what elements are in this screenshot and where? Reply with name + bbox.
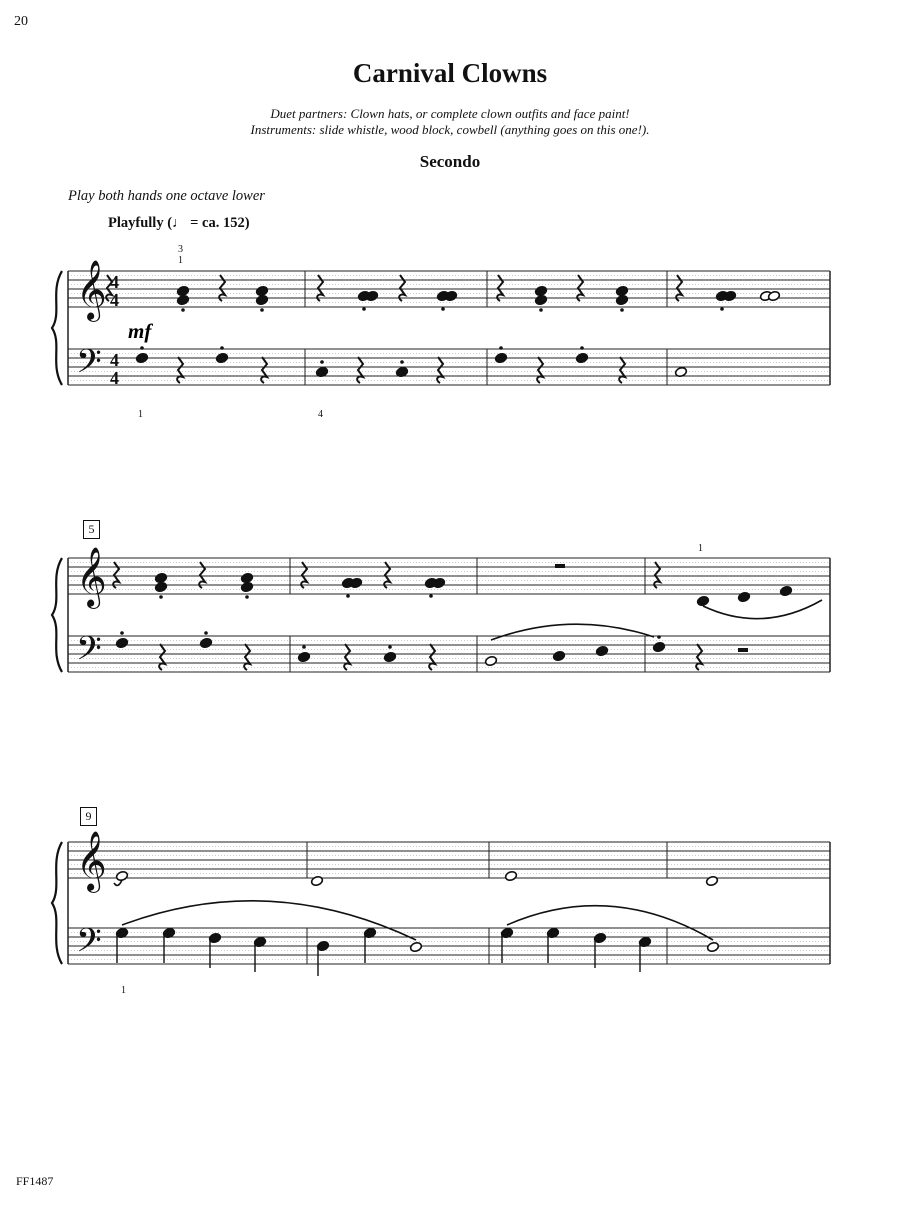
staccato-dot bbox=[580, 346, 584, 350]
time-signature-top: 4 bbox=[110, 350, 119, 370]
note-head bbox=[534, 285, 547, 296]
system-1 bbox=[52, 260, 830, 389]
staccato-dot bbox=[539, 308, 543, 312]
quarter-rest bbox=[537, 357, 543, 383]
fingering-bass-m3: 4 bbox=[318, 409, 323, 420]
staccato-dot bbox=[260, 308, 264, 312]
note-head bbox=[534, 294, 547, 305]
staccato-dot bbox=[620, 308, 624, 312]
note-head bbox=[240, 572, 253, 583]
note-head bbox=[652, 641, 665, 652]
half-rest bbox=[738, 648, 748, 652]
quarter-rest bbox=[244, 644, 250, 670]
note-head bbox=[135, 352, 148, 363]
note-head bbox=[705, 875, 718, 886]
subtitle-line-1: Duet partners: Clown hats, or complete clown outfits and face paint! bbox=[270, 106, 630, 121]
note-head bbox=[215, 352, 228, 363]
staccato-dot bbox=[159, 595, 163, 599]
subtitle-line-2: Instruments: slide whistle, wood block, cowbell (anything goes on this one!). bbox=[250, 122, 650, 137]
note-head bbox=[154, 581, 167, 592]
staccato-dot bbox=[302, 645, 306, 649]
note-head bbox=[706, 941, 719, 952]
note-head bbox=[696, 595, 709, 606]
quarter-rest bbox=[317, 275, 323, 301]
quarter-rest bbox=[261, 357, 267, 383]
staccato-dot bbox=[320, 360, 324, 364]
fingering-bass-m9: 1 bbox=[121, 985, 126, 996]
tempo-marking: Playfully (♩ = ca. 152) bbox=[108, 215, 250, 231]
note-head bbox=[199, 637, 212, 648]
quarter-rest bbox=[301, 562, 307, 588]
note-head bbox=[297, 651, 310, 662]
note-head bbox=[115, 870, 128, 881]
staccato-dot bbox=[181, 308, 185, 312]
note-head bbox=[310, 875, 323, 886]
staccato-dot bbox=[346, 594, 350, 598]
fingering-bass-m1: 1 bbox=[138, 409, 143, 420]
fingering-top: 3 bbox=[178, 244, 183, 255]
bass-clef: 𝄢 bbox=[76, 922, 102, 968]
performance-instruction: Play both hands one octave lower bbox=[68, 188, 265, 204]
note-head bbox=[240, 581, 253, 592]
note-head bbox=[737, 591, 750, 602]
quarter-rest bbox=[437, 357, 443, 383]
staccato-dot bbox=[362, 307, 366, 311]
note-head bbox=[255, 285, 268, 296]
quarter-rest bbox=[654, 562, 660, 588]
time-signature-bottom: 4 bbox=[110, 368, 119, 388]
staccato-dot bbox=[204, 631, 208, 635]
note-head bbox=[504, 870, 517, 881]
system-2 bbox=[52, 547, 830, 676]
quarter-rest bbox=[159, 644, 165, 670]
staccato-dot bbox=[120, 631, 124, 635]
bass-clef: 𝄢 bbox=[76, 343, 102, 389]
note-head bbox=[176, 294, 189, 305]
fingering-treble-m8: 1 bbox=[698, 543, 703, 554]
treble-clef: 𝄞 bbox=[76, 831, 107, 891]
half-rest bbox=[555, 564, 565, 568]
brace bbox=[52, 842, 62, 964]
staccato-dot bbox=[245, 595, 249, 599]
part-name: Secondo bbox=[419, 152, 481, 171]
brace bbox=[52, 558, 62, 672]
dynamic-marking: mf bbox=[128, 319, 152, 343]
quarter-rest bbox=[344, 644, 350, 670]
quarter-rest bbox=[696, 644, 702, 670]
note-head bbox=[779, 585, 792, 596]
note-head bbox=[154, 572, 167, 583]
quarter-rest bbox=[177, 357, 183, 383]
staccato-dot bbox=[499, 346, 503, 350]
brace bbox=[52, 271, 62, 385]
slur bbox=[507, 906, 713, 940]
staccato-dot bbox=[657, 635, 661, 639]
slur bbox=[703, 600, 822, 619]
bass-clef: 𝄢 bbox=[76, 630, 102, 676]
quarter-rest bbox=[619, 357, 625, 383]
quarter-rest bbox=[497, 275, 503, 301]
treble-clef: 𝄞 bbox=[76, 547, 107, 607]
note-head bbox=[409, 941, 422, 952]
quarter-rest bbox=[113, 562, 119, 588]
time-signature-bottom: 4 bbox=[110, 290, 119, 310]
quarter-rest bbox=[219, 275, 225, 301]
note-head bbox=[484, 655, 497, 666]
note-head bbox=[615, 294, 628, 305]
treble-clef: 𝄞 bbox=[76, 260, 107, 320]
staccato-dot bbox=[441, 307, 445, 311]
note-head bbox=[595, 645, 608, 656]
staccato-dot bbox=[720, 307, 724, 311]
note-head bbox=[494, 352, 507, 363]
staccato-dot bbox=[388, 645, 392, 649]
note-head bbox=[575, 352, 588, 363]
quarter-rest bbox=[577, 275, 583, 301]
piece-title: Carnival Clowns bbox=[352, 58, 548, 88]
note-head bbox=[383, 651, 396, 662]
fingering-bottom: 1 bbox=[178, 255, 183, 266]
time-signature-top: 4 bbox=[110, 272, 119, 292]
note-head bbox=[115, 637, 128, 648]
staccato-dot bbox=[220, 346, 224, 350]
slur bbox=[114, 880, 122, 885]
quarter-rest bbox=[384, 562, 390, 588]
staccato-dot bbox=[429, 594, 433, 598]
publisher-code: FF1487 bbox=[16, 1174, 54, 1188]
note-head bbox=[176, 285, 189, 296]
note-head bbox=[552, 650, 565, 661]
page-number: 20 bbox=[14, 14, 28, 29]
quarter-rest bbox=[199, 562, 205, 588]
note-head bbox=[255, 294, 268, 305]
quarter-rest bbox=[357, 357, 363, 383]
quarter-rest bbox=[676, 275, 682, 301]
staccato-dot bbox=[140, 346, 144, 350]
staccato-dot bbox=[400, 360, 404, 364]
measure-number-9: 9 bbox=[80, 807, 97, 826]
quarter-rest bbox=[399, 275, 405, 301]
note-head bbox=[615, 285, 628, 296]
quarter-rest bbox=[429, 644, 435, 670]
measure-number-5: 5 bbox=[83, 520, 100, 539]
slur bbox=[491, 624, 654, 640]
